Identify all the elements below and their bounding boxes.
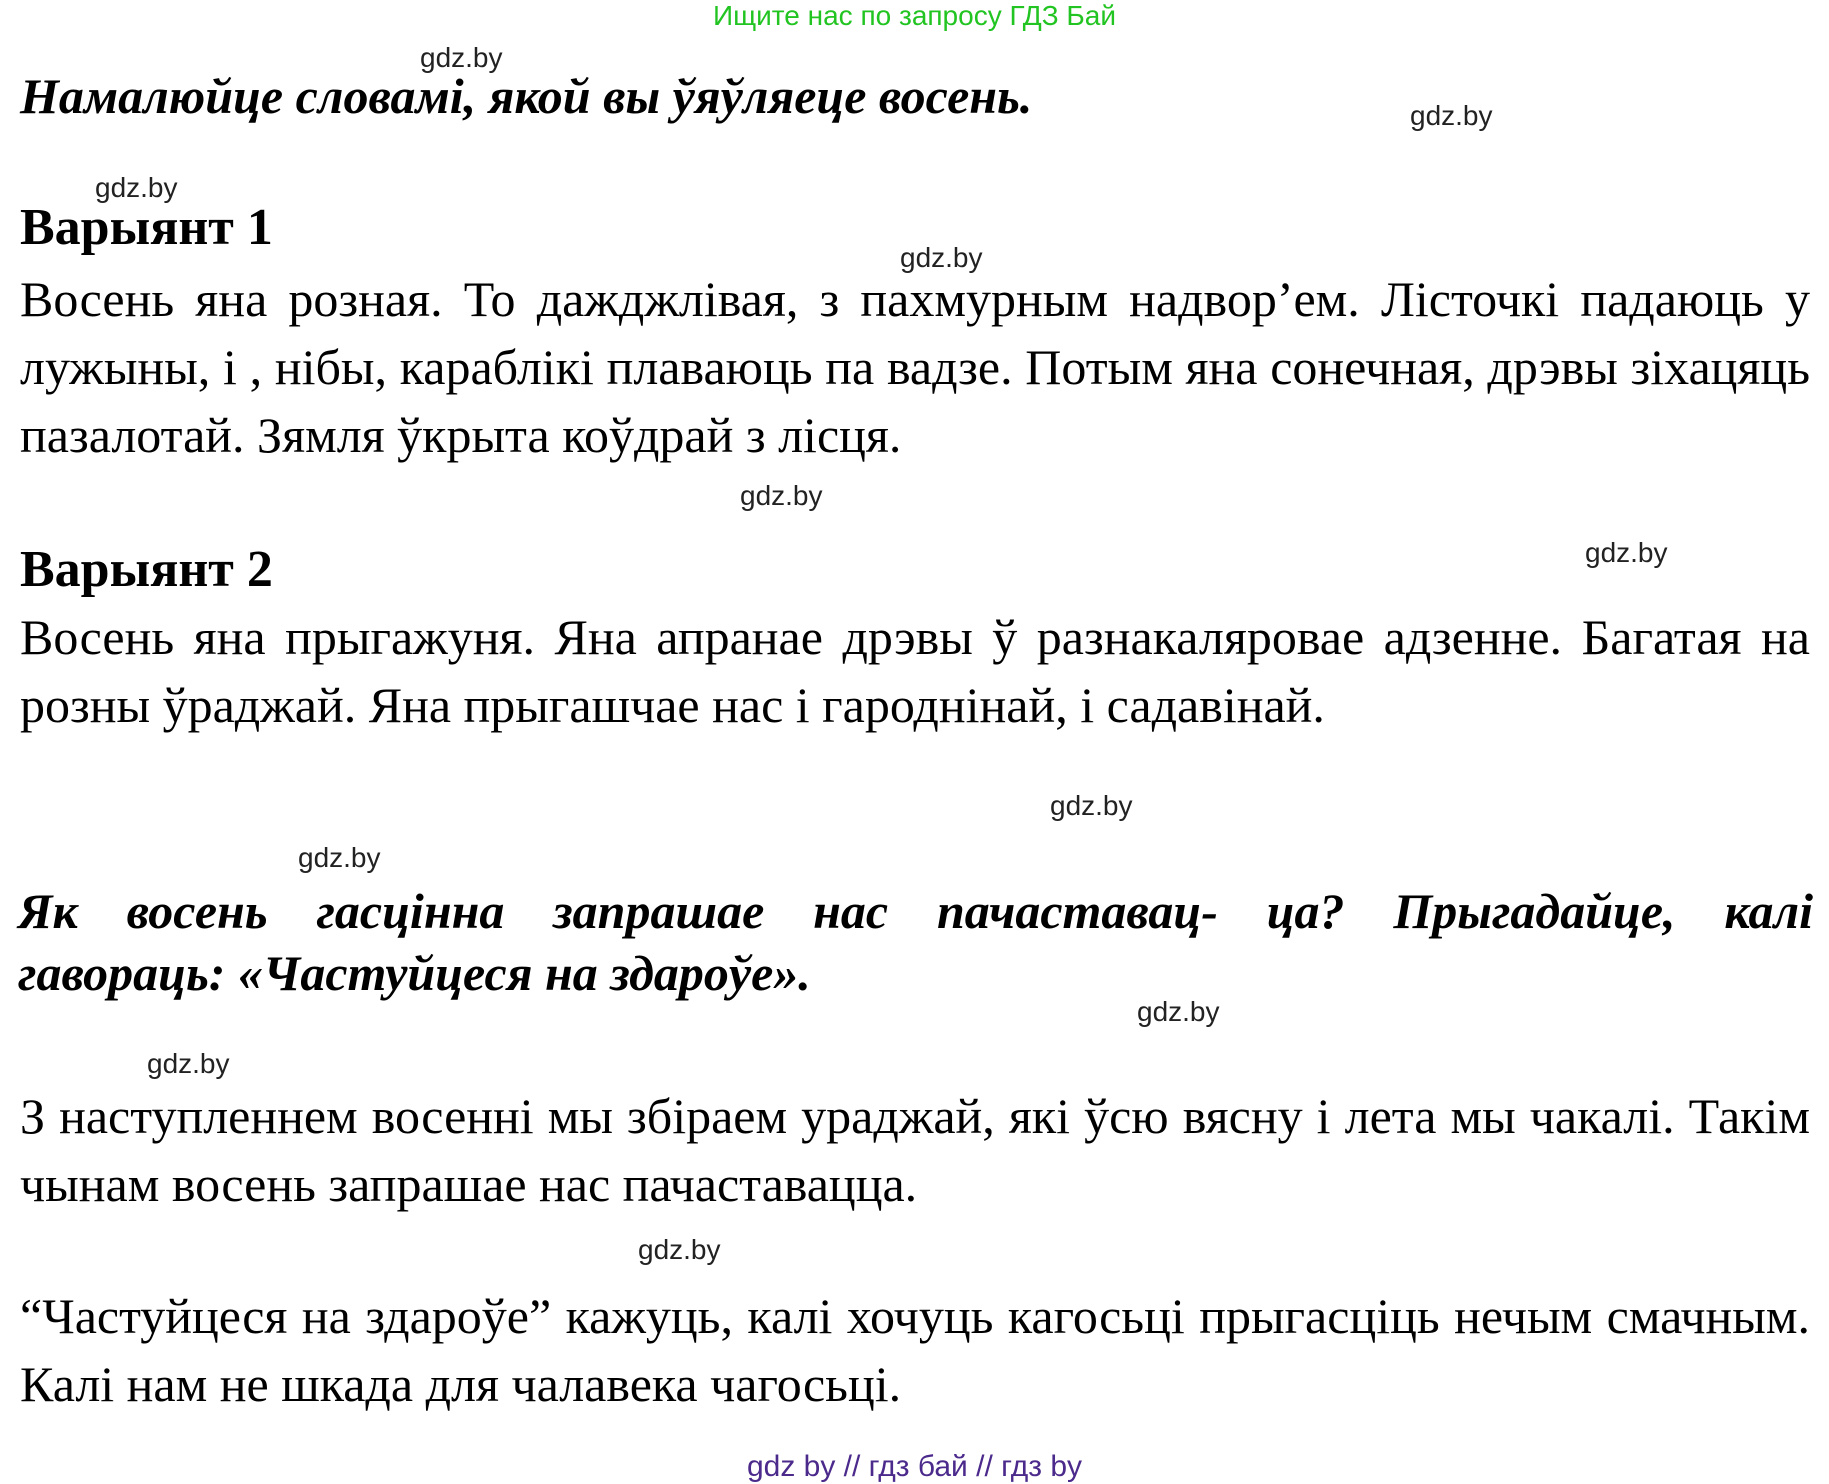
footer-links: gdz by // гдз бай // гдз by xyxy=(746,1450,1083,1483)
variant-2-heading: Варыянт 2 xyxy=(20,541,273,598)
watermark: gdz.by xyxy=(1050,790,1133,821)
watermark: gdz.by xyxy=(298,842,381,873)
variant-1-heading: Варыянт 1 xyxy=(20,199,273,256)
watermark: gdz.by xyxy=(638,1234,721,1265)
watermark: gdz.by xyxy=(147,1048,230,1079)
top-banner: Ищите нас по запросу ГДЗ Бай xyxy=(712,0,1117,31)
task-question-2-line-1: Як восень гасцінна запрашае нас пачаставац- ца? Прыгадайце, калі xyxy=(18,883,1813,939)
answer-2-text: “Частуйцеся на здароўе” кажуць, калі хочуць кагосьці прыгасціць нечым смачным. Калі нам не шкада для чалавека чагосьці. xyxy=(20,1288,1810,1412)
task-question-2-line-2: гавораць: «Частуйцеся на здароўе». xyxy=(18,945,811,1001)
variant-1-text: Восень яна розная. То дажджлівая, з пахмурным надвор’ем. Лісточкі падаюць у лужыны, і , нібы, караблікі плаваюць па вадзе. Потым яна сонечная, дрэвы зіхацяць пазалотай. Зямля ўкрыта коўдрай з лісця. xyxy=(20,271,1810,463)
watermark: gdz.by xyxy=(1410,100,1493,131)
watermark: gdz.by xyxy=(95,172,178,203)
variant-2-text: Восень яна прыгажуня. Яна апранае дрэвы ў разнакаляровае адзенне. Багатая на розны ўраджай. Яна прыгашчае нас і гароднінай, і садавінай. xyxy=(20,609,1810,733)
watermark: gdz.by xyxy=(1137,996,1220,1027)
watermark: gdz.by xyxy=(740,480,823,511)
watermark: gdz.by xyxy=(420,42,503,73)
task-question-1: Намалюйце словамі, якой вы ўяўляеце восень. xyxy=(20,68,1033,124)
answer-1-text: З наступленнем восенні мы збіраем ураджай, які ўсю вясну і лета мы чакалі. Такім чынам восень запрашае нас пачаставацца. xyxy=(20,1088,1810,1212)
watermark: gdz.by xyxy=(1585,537,1668,568)
watermark: gdz.by xyxy=(900,242,983,273)
